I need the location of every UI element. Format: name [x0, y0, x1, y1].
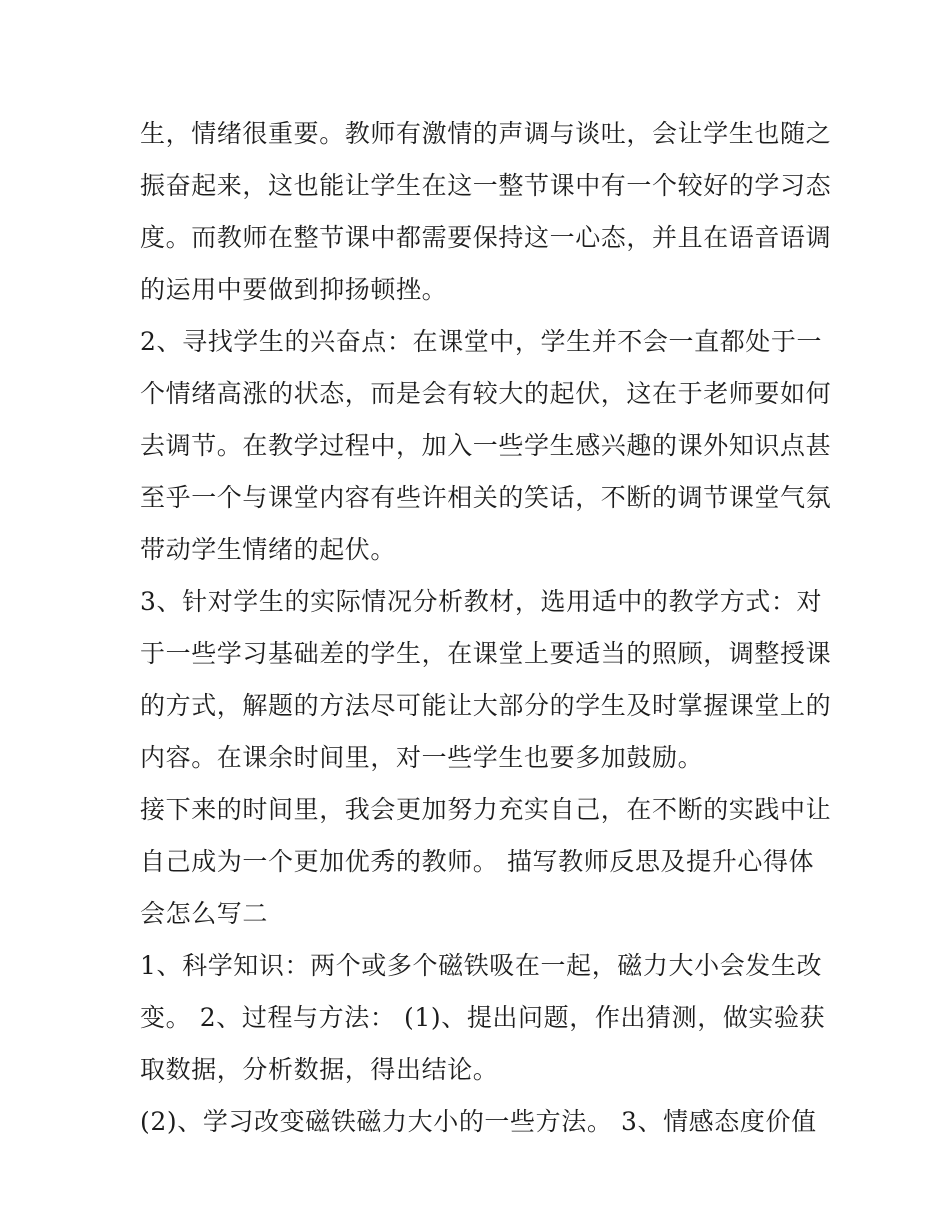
document-body	[140, 108, 832, 1148]
text-line: 振奋起来，这也能让学生在这一整节课中有一个较好的学习态	[140, 171, 832, 200]
text-line: 2、寻找学生的兴奋点：在课堂中，学生并不会一直都处于一	[140, 327, 823, 356]
text-line: 内容。在课余时间里，对一些学生也要多加鼓励。	[140, 743, 704, 772]
text-line: 自己成为一个更加优秀的教师。 描写教师反思及提升心得体	[140, 847, 815, 876]
text-line: 去调节。在教学过程中，加入一些学生感兴趣的课外知识点甚	[140, 431, 832, 460]
text-line: 的方式，解题的方法尽可能让大部分的学生及时掌握课堂上的	[140, 691, 832, 720]
text-line: 个情绪高涨的状态，而是会有较大的起伏，这在于老师要如何	[140, 379, 832, 408]
text-line: 变。 2、过程与方法： (1)、提出问题，作出猜测，做实验获	[140, 1003, 826, 1032]
text-line: 取数据，分析数据，得出结论。	[140, 1055, 499, 1084]
text-line: (2)、学习改变磁铁磁力大小的一些方法。 3、情感态度价值	[140, 1107, 817, 1136]
text-line: 的运用中要做到抑扬顿挫。	[140, 275, 448, 304]
text-line: 会怎么写二	[140, 899, 269, 928]
text-line: 接下来的时间里，我会更加努力充实自己，在不断的实践中让	[140, 795, 832, 824]
text-line: 带动学生情绪的起伏。	[140, 535, 397, 564]
text-line: 1、科学知识：两个或多个磁铁吸在一起，磁力大小会发生改	[140, 951, 823, 980]
text-line: 度。而教师在整节课中都需要保持这一心态，并且在语音语调	[140, 223, 832, 252]
text-line: 至乎一个与课堂内容有些许相关的笑话，不断的调节课堂气氛	[140, 483, 832, 512]
text-line: 3、针对学生的实际情况分析教材，选用适中的教学方式：对	[140, 587, 823, 616]
text-line: 生，情绪很重要。教师有激情的声调与谈吐，会让学生也随之	[140, 119, 832, 148]
text-line: 于一些学习基础差的学生，在课堂上要适当的照顾，调整授课	[140, 639, 832, 668]
